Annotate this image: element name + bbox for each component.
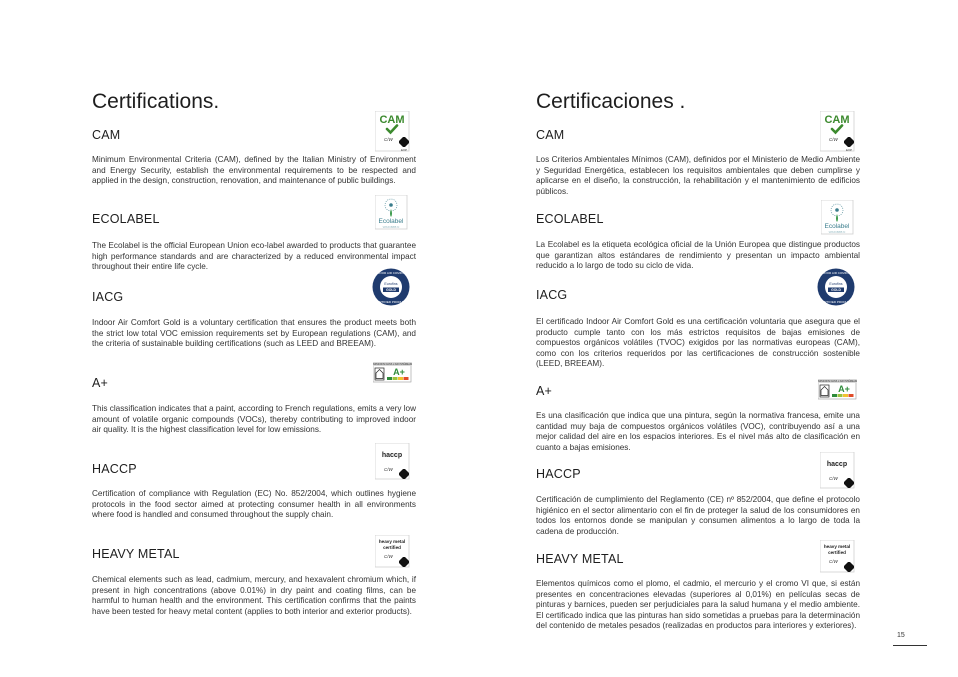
section-description: El certificado Indoor Air Comfort Gold es una certificación voluntaria que asegura que el producto cumple tanto con los más estrictos requisitos de bajas emisiones de compuestos orgánicos volátiles (TVOC) exigidos por las normativas europeas (CAM), como con los criterios requeridos por las certificaciones de construcción sostenible (LEED, BREEAM). bbox=[536, 317, 860, 368]
section-description: Certification of compliance with Regulation (EC) No. 852/2004, which outlines hygiene protocols in the food sector aimed at protecting consumer health in all environments where food is handled and consumed throughout the supply chain. bbox=[92, 489, 416, 519]
section-heading: A+ bbox=[92, 376, 109, 390]
section-description: This classification indicates that a paint, according to French regulations, emits a very low amount of volatile organic compounds (VOCs), thereby contributing to improved indoor air quality. It is the highest classification level for low emissions. bbox=[92, 404, 417, 434]
section-heading: HACCP bbox=[92, 462, 137, 476]
section-description: Certificación de cumplimiento del Reglamento (CE) nº 852/2004, que define el protocolo higiénico en el sector alimentario con el fin de proteger la salud de los consumidores en todos los entornos donde se manipulan y consumen alimentos a lo largo de toda la cadena de producción. bbox=[536, 495, 860, 536]
section-ecolabel bbox=[536, 212, 860, 270]
heavy-metal-badge-icon bbox=[375, 535, 410, 569]
haccp-badge-icon bbox=[820, 452, 855, 494]
section-description: The Ecolabel is the official European Union eco-label awarded to products that guarantee high performance standards and are characterized by a reduced environmental impact throughout their entire life cycle. bbox=[92, 241, 416, 271]
section-heading: ECOLABEL bbox=[92, 212, 160, 226]
section-iacg bbox=[536, 288, 860, 368]
section-cam bbox=[92, 128, 416, 185]
ecolabel-badge-icon bbox=[821, 200, 854, 235]
section-heavy-metal bbox=[536, 552, 860, 630]
page-number-rule bbox=[893, 645, 927, 646]
aplus-badge-icon bbox=[373, 362, 412, 383]
page-title: Certificaciones . bbox=[536, 90, 686, 113]
section-heading: CAM bbox=[92, 128, 121, 142]
cam-badge-icon bbox=[375, 111, 410, 153]
section-heading: A+ bbox=[536, 384, 553, 398]
section-ecolabel bbox=[92, 212, 416, 271]
section-heading: ECOLABEL bbox=[536, 212, 604, 226]
section-heading: CAM bbox=[536, 128, 565, 142]
section-description: La Ecolabel es la etiqueta ecológica oficial de la Unión Europea que distingue productos que garantizan altos estándares de rendimiento y presentan un impacto ambiental reducido a lo largo de todo su ciclo de vida. bbox=[536, 240, 860, 270]
section-aplus bbox=[92, 376, 417, 434]
section-description: Minimum Environmental Criteria (CAM), defined by the Italian Ministry of Environment and Energy Security, establish the environmental requirements to be respected and applied in the design, construction, renovation, and maintenance of public buildings. bbox=[92, 155, 416, 185]
section-heading: HEAVY METAL bbox=[536, 552, 624, 566]
section-aplus bbox=[536, 384, 860, 452]
aplus-badge-icon bbox=[818, 379, 857, 400]
section-heading: HACCP bbox=[536, 467, 581, 481]
section-description: Indoor Air Comfort Gold is a voluntary certification that ensures the product meets both the strict low total VOC emission requirements set by European regulations (CAM), and the criteria of sustainable building certifications (such as LEED and BREEAM). bbox=[92, 318, 416, 348]
haccp-badge-icon bbox=[375, 443, 410, 485]
section-description: Chemical elements such as lead, cadmium, mercury, and hexavalent chromium which, if present in high concentrations (above 0.01%) in dry paint and coating films, can be harmful to human health and the environment. This certification confirms that the paints have been tested for heavy metal content (applies to both interior and exterior products). bbox=[92, 575, 416, 616]
page-title: Certifications. bbox=[92, 90, 220, 113]
section-description: Es una clasificación que indica que una pintura, según la normativa francesa, emite una cantidad muy baja de compuestos orgánicos volátiles (VOC), contribuyendo así a una mejor calidad del aire en los espacios interiores. Es el nivel más alto de clasificación en cuanto a bajas emisiones. bbox=[536, 411, 860, 452]
iacg-badge-icon bbox=[817, 268, 855, 306]
section-haccp bbox=[92, 462, 416, 519]
iacg-badge-icon bbox=[372, 268, 410, 306]
page-number: 15 bbox=[897, 632, 905, 639]
heavy-metal-badge-icon bbox=[820, 540, 855, 574]
section-cam bbox=[536, 128, 860, 196]
section-heading: IACG bbox=[92, 290, 124, 304]
ecolabel-badge-icon bbox=[375, 195, 408, 230]
cam-badge-icon bbox=[820, 111, 855, 153]
section-heading: IACG bbox=[536, 288, 568, 302]
section-description: Los Criterios Ambientales Mínimos (CAM), definidos por el Ministerio de Medio Ambiente y Seguridad Energética, establecen los requisitos ambientales que deben cumplirse y aplicarse en el diseño, la construcción, la rehabilitación y el mantenimiento de edificios públicos. bbox=[536, 155, 860, 196]
section-heavy-metal bbox=[92, 547, 416, 616]
section-iacg bbox=[92, 290, 416, 348]
section-description: Elementos químicos como el plomo, el cadmio, el mercurio y el cromo VI que, si están presentes en concentraciones elevadas (superiores al 0,01%) en películas secas de pinturas y barnices, pueden ser perjudiciales para la salud humana y el medio ambiente. El certificado indica que las pinturas han sido sometidas a pruebas para la determinación del contenido de metales pesados (realizadas en productos para interiores y exteriores). bbox=[536, 579, 860, 630]
section-heading: HEAVY METAL bbox=[92, 547, 180, 561]
section-haccp bbox=[536, 467, 860, 536]
